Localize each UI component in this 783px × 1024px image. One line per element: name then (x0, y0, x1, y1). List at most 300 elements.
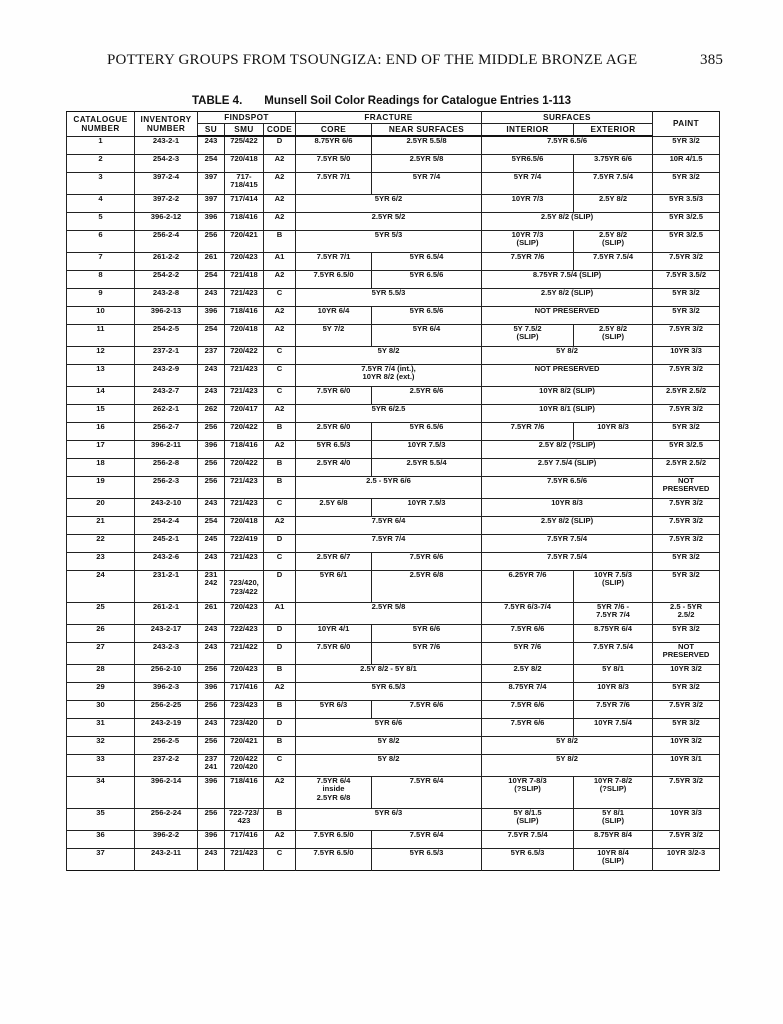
cell-inventory-number: 243-2-11 (135, 848, 198, 870)
table-row (67, 682, 720, 700)
cell-paint: 5YR 3/2.5 (653, 230, 720, 252)
cell-exterior: 7.5YR 7.5/4 (574, 642, 653, 664)
cell-paint: 7.5YR 3/2 (653, 404, 720, 422)
table-body (67, 136, 720, 870)
cell-inventory-number: 245-2-1 (135, 534, 198, 552)
cell-code: C (264, 754, 296, 776)
table-row (67, 194, 720, 212)
cell-exterior: 10YR 7.5/4 (574, 718, 653, 736)
cell-paint: 5YR 3/2 (653, 570, 720, 602)
cell-paint: 7.5YR 3/2 (653, 498, 720, 516)
cell-code: C (264, 346, 296, 364)
cell-su: 256 (198, 700, 225, 718)
cell-interior: 5YR 7/4 (482, 172, 574, 194)
cell-code: A2 (264, 270, 296, 288)
cell-near-surfaces: 2.5YR 6/6 (372, 386, 482, 404)
cell-exterior: 7.5YR 7/6 (574, 700, 653, 718)
cell-code: D (264, 718, 296, 736)
cell-surfaces: 5Y 8/2 (482, 346, 653, 364)
cell-catalogue-number: 18 (67, 458, 135, 476)
cell-code: B (264, 808, 296, 830)
cell-fracture: 2.5YR 5/2 (296, 212, 482, 230)
cell-paint: 7.5YR 3/2 (653, 700, 720, 718)
cell-catalogue-number: 23 (67, 552, 135, 570)
cell-fracture: 5YR 5/3 (296, 230, 482, 252)
cell-inventory-number: 237-2-2 (135, 754, 198, 776)
table-row (67, 288, 720, 306)
cell-code: D (264, 136, 296, 154)
cell-paint: 5YR 3/2.5 (653, 212, 720, 230)
cell-smu: 717/416 (225, 682, 264, 700)
cell-catalogue-number: 1 (67, 136, 135, 154)
cell-fracture: 2.5 - 5YR 6/6 (296, 476, 482, 498)
table-row (67, 324, 720, 346)
cell-paint: NOT PRESERVED (653, 476, 720, 498)
table-caption-label: TABLE 4. (192, 95, 243, 107)
table-row (67, 386, 720, 404)
cell-paint: 2.5 - 5YR 2.5/2 (653, 602, 720, 624)
cell-code: B (264, 422, 296, 440)
cell-surfaces: 5Y 8/2 (482, 754, 653, 776)
cell-paint: NOT PRESERVED (653, 642, 720, 664)
cell-surfaces: 7.5YR 7.5/4 (482, 534, 653, 552)
cell-surfaces: 2.5Y 7.5/4 (SLIP) (482, 458, 653, 476)
cell-su: 243 (198, 136, 225, 154)
cell-catalogue-number: 19 (67, 476, 135, 498)
cell-surfaces: 8.75YR 7.5/4 (SLIP) (482, 270, 653, 288)
cell-interior: 8.75YR 7/4 (482, 682, 574, 700)
cell-code: A2 (264, 212, 296, 230)
cell-fracture: 5YR 6/6 (296, 718, 482, 736)
cell-smu: 717/414 (225, 194, 264, 212)
cell-su: 243 (198, 288, 225, 306)
cell-smu: 722/423 (225, 624, 264, 642)
cell-su: 256 (198, 458, 225, 476)
cell-inventory-number: 256-2-4 (135, 230, 198, 252)
cell-near-surfaces: 7.5YR 6/4 (372, 830, 482, 848)
cell-exterior: 10YR 8/3 (574, 422, 653, 440)
cell-paint: 10YR 3/2-3 (653, 848, 720, 870)
cell-code: A2 (264, 682, 296, 700)
cell-code: B (264, 476, 296, 498)
cell-fracture: 5YR 6/2.5 (296, 404, 482, 422)
table-row (67, 736, 720, 754)
cell-code: D (264, 534, 296, 552)
cell-surfaces: 7.5YR 6.5/6 (482, 136, 653, 154)
cell-code: C (264, 364, 296, 386)
cell-paint: 7.5YR 3/2 (653, 324, 720, 346)
cell-core: 10YR 6/4 (296, 306, 372, 324)
cell-surfaces: 10YR 8/2 (SLIP) (482, 386, 653, 404)
cell-interior: 2.5Y 8/2 (482, 664, 574, 682)
cell-inventory-number: 256-2-3 (135, 476, 198, 498)
cell-inventory-number: 243-2-3 (135, 642, 198, 664)
cell-core: 5YR 6/3 (296, 700, 372, 718)
cell-su: 262 (198, 404, 225, 422)
table-row (67, 440, 720, 458)
cell-su: 243 (198, 498, 225, 516)
cell-code: A2 (264, 440, 296, 458)
cell-smu: 721/418 (225, 270, 264, 288)
cell-su: 256 (198, 230, 225, 252)
table-row (67, 700, 720, 718)
table-row (67, 476, 720, 498)
cell-su: 243 (198, 552, 225, 570)
col-header-near-surfaces: NEAR SURFACES (372, 124, 482, 137)
cell-catalogue-number: 10 (67, 306, 135, 324)
cell-interior: 7.5YR 6/6 (482, 718, 574, 736)
cell-interior: 7.5YR 6/6 (482, 700, 574, 718)
cell-catalogue-number: 14 (67, 386, 135, 404)
cell-inventory-number: 397-2-4 (135, 172, 198, 194)
cell-code: A2 (264, 154, 296, 172)
cell-smu: 721/423 (225, 848, 264, 870)
cell-su: 261 (198, 602, 225, 624)
col-header-smu: SMU (225, 124, 264, 137)
cell-su: 256 (198, 476, 225, 498)
cell-paint: 5YR 3/2 (653, 172, 720, 194)
cell-inventory-number: 237-2-1 (135, 346, 198, 364)
cell-interior: 7.5YR 7/6 (482, 422, 574, 440)
cell-su: 254 (198, 270, 225, 288)
cell-catalogue-number: 33 (67, 754, 135, 776)
cell-paint: 10YR 3/2 (653, 736, 720, 754)
cell-core: 5YR 6/1 (296, 570, 372, 602)
cell-code: D (264, 624, 296, 642)
cell-inventory-number: 243-2-9 (135, 364, 198, 386)
cell-inventory-number: 243-2-19 (135, 718, 198, 736)
cell-inventory-number: 396-2-13 (135, 306, 198, 324)
cell-catalogue-number: 5 (67, 212, 135, 230)
cell-catalogue-number: 29 (67, 682, 135, 700)
cell-code: D (264, 570, 296, 602)
table-row (67, 306, 720, 324)
cell-su: 396 (198, 440, 225, 458)
cell-inventory-number: 256-2-25 (135, 700, 198, 718)
cell-inventory-number: 254-2-2 (135, 270, 198, 288)
cell-exterior: 7.5YR 7.5/4 (574, 252, 653, 270)
cell-inventory-number: 243-2-6 (135, 552, 198, 570)
table-row (67, 642, 720, 664)
cell-fracture: 7.5YR 7/4 (int.), 10YR 8/2 (ext.) (296, 364, 482, 386)
cell-su: 256 (198, 736, 225, 754)
cell-fracture: 7.5YR 7/4 (296, 534, 482, 552)
table-row (67, 534, 720, 552)
cell-core: 7.5YR 7/1 (296, 252, 372, 270)
cell-near-surfaces: 5YR 6.5/6 (372, 422, 482, 440)
cell-surfaces: 5Y 8/2 (482, 736, 653, 754)
cell-near-surfaces: 7.5YR 6/4 (372, 776, 482, 808)
table-row (67, 848, 720, 870)
cell-catalogue-number: 2 (67, 154, 135, 172)
cell-smu: 720/421 (225, 230, 264, 252)
cell-catalogue-number: 35 (67, 808, 135, 830)
cell-core: 7.5YR 7/1 (296, 172, 372, 194)
cell-code: C (264, 386, 296, 404)
cell-catalogue-number: 3 (67, 172, 135, 194)
cell-catalogue-number: 36 (67, 830, 135, 848)
cell-smu: 721/423 (225, 498, 264, 516)
cell-catalogue-number: 21 (67, 516, 135, 534)
cell-catalogue-number: 37 (67, 848, 135, 870)
cell-catalogue-number: 31 (67, 718, 135, 736)
col-header-exterior: EXTERIOR (574, 124, 653, 137)
cell-surfaces: 10YR 8/1 (SLIP) (482, 404, 653, 422)
cell-interior: 7.5YR 7.5/4 (482, 830, 574, 848)
cell-smu: 720/423 (225, 602, 264, 624)
cell-su: 256 (198, 808, 225, 830)
cell-fracture: 5Y 8/2 (296, 346, 482, 364)
cell-paint: 5YR 3/2 (653, 136, 720, 154)
cell-core: 10YR 4/1 (296, 624, 372, 642)
cell-su: 243 (198, 642, 225, 664)
table-row (67, 364, 720, 386)
cell-inventory-number: 254-2-3 (135, 154, 198, 172)
munsell-table (66, 111, 720, 871)
cell-paint: 7.5YR 3/2 (653, 776, 720, 808)
table-row (67, 754, 720, 776)
cell-interior: 5Y 8/1.5 (SLIP) (482, 808, 574, 830)
cell-interior: 7.5YR 7/6 (482, 252, 574, 270)
cell-su: 243 (198, 848, 225, 870)
cell-interior: 7.5YR 6/3-7/4 (482, 602, 574, 624)
cell-inventory-number: 243-2-1 (135, 136, 198, 154)
table-row (67, 270, 720, 288)
cell-smu: 720/423 (225, 664, 264, 682)
cell-catalogue-number: 9 (67, 288, 135, 306)
cell-catalogue-number: 7 (67, 252, 135, 270)
cell-exterior: 10YR 7.5/3 (SLIP) (574, 570, 653, 602)
cell-exterior: 10YR 7-8/2 (?SLIP) (574, 776, 653, 808)
cell-inventory-number: 254-2-5 (135, 324, 198, 346)
cell-smu: 721/423 (225, 288, 264, 306)
cell-su: 243 (198, 624, 225, 642)
cell-su: 254 (198, 154, 225, 172)
cell-paint: 5YR 3/2 (653, 288, 720, 306)
cell-surfaces: 2.5Y 8/2 (SLIP) (482, 516, 653, 534)
cell-paint: 5YR 3/2 (653, 682, 720, 700)
cell-code: A2 (264, 194, 296, 212)
cell-surfaces: 2.5Y 8/2 (?SLIP) (482, 440, 653, 458)
cell-catalogue-number: 17 (67, 440, 135, 458)
cell-inventory-number: 396-2-3 (135, 682, 198, 700)
table-row (67, 172, 720, 194)
cell-code: C (264, 552, 296, 570)
cell-smu: 720/423 (225, 252, 264, 270)
cell-exterior: 5Y 8/1 (SLIP) (574, 808, 653, 830)
cell-code: B (264, 230, 296, 252)
cell-inventory-number: 254-2-4 (135, 516, 198, 534)
cell-smu: 718/416 (225, 306, 264, 324)
cell-inventory-number: 243-2-10 (135, 498, 198, 516)
cell-exterior: 2.5Y 8/2 (SLIP) (574, 230, 653, 252)
running-title: POTTERY GROUPS FROM TSOUNGIZA: END OF THE MIDDLE BRONZE AGE (107, 52, 638, 68)
cell-su: 243 (198, 718, 225, 736)
cell-paint: 5YR 3/2 (653, 718, 720, 736)
cell-catalogue-number: 30 (67, 700, 135, 718)
cell-code: B (264, 664, 296, 682)
cell-smu: 721/423 (225, 476, 264, 498)
cell-smu: 721/423 (225, 386, 264, 404)
cell-catalogue-number: 15 (67, 404, 135, 422)
cell-code: A1 (264, 252, 296, 270)
cell-su: 256 (198, 422, 225, 440)
cell-smu: 720/422 (225, 458, 264, 476)
cell-inventory-number: 396-2-12 (135, 212, 198, 230)
cell-interior: 5YR6.5/6 (482, 154, 574, 172)
col-header-fracture: FRACTURE (296, 112, 482, 124)
cell-smu: 722/419 (225, 534, 264, 552)
cell-fracture: 5YR 5.5/3 (296, 288, 482, 306)
cell-catalogue-number: 11 (67, 324, 135, 346)
table-row (67, 458, 720, 476)
cell-near-surfaces: 5YR 6/6 (372, 624, 482, 642)
cell-core: 7.5YR 6.5/0 (296, 848, 372, 870)
cell-exterior: 8.75YR 8/4 (574, 830, 653, 848)
col-header-inventory-number: INVENTORY NUMBER (135, 112, 198, 137)
cell-su: 243 (198, 364, 225, 386)
table-row (67, 404, 720, 422)
cell-catalogue-number: 6 (67, 230, 135, 252)
cell-inventory-number: 231-2-1 (135, 570, 198, 602)
cell-interior: 5YR 6.5/3 (482, 848, 574, 870)
cell-code: A2 (264, 172, 296, 194)
col-header-findspot: FINDSPOT (198, 112, 296, 124)
cell-paint: 5YR 3/2 (653, 624, 720, 642)
cell-paint: 10YR 3/1 (653, 754, 720, 776)
cell-smu: 718/416 (225, 776, 264, 808)
table-row (67, 230, 720, 252)
cell-surfaces: 10YR 8/3 (482, 498, 653, 516)
page-number: 385 (700, 52, 724, 68)
cell-catalogue-number: 25 (67, 602, 135, 624)
cell-smu: 723/420 (225, 718, 264, 736)
cell-smu: 723/420, 723/422 (225, 570, 264, 602)
cell-near-surfaces: 2.5YR 6/8 (372, 570, 482, 602)
table-row (67, 624, 720, 642)
cell-paint: 5YR 3/2 (653, 422, 720, 440)
col-header-code: CODE (264, 124, 296, 137)
cell-fracture: 7.5YR 6/4 (296, 516, 482, 534)
col-header-surfaces: SURFACES (482, 112, 653, 124)
cell-su: 261 (198, 252, 225, 270)
cell-smu: 718/416 (225, 212, 264, 230)
table-row (67, 664, 720, 682)
cell-paint: 5YR 3/2 (653, 552, 720, 570)
table-row (67, 718, 720, 736)
cell-inventory-number: 243-2-8 (135, 288, 198, 306)
cell-su: 397 (198, 194, 225, 212)
cell-core: 7.5YR 6.5/0 (296, 830, 372, 848)
cell-core: 7.5YR 6.5/0 (296, 270, 372, 288)
cell-smu: 720/421 (225, 736, 264, 754)
cell-inventory-number: 397-2-2 (135, 194, 198, 212)
cell-smu: 720/422 720/420 (225, 754, 264, 776)
table-row (67, 252, 720, 270)
cell-code: C (264, 848, 296, 870)
cell-interior: 10YR 7/3 (482, 194, 574, 212)
cell-fracture: 5YR 6.5/3 (296, 682, 482, 700)
cell-fracture: 5Y 8/2 (296, 736, 482, 754)
col-header-paint: PAINT (653, 112, 720, 137)
cell-fracture: 5Y 8/2 (296, 754, 482, 776)
cell-inventory-number: 243-2-17 (135, 624, 198, 642)
cell-near-surfaces: 10YR 7.5/3 (372, 440, 482, 458)
cell-code: D (264, 642, 296, 664)
table-row (67, 602, 720, 624)
cell-inventory-number: 396-2-11 (135, 440, 198, 458)
cell-core: 2.5YR 4/0 (296, 458, 372, 476)
cell-surfaces: 2.5Y 8/2 (SLIP) (482, 288, 653, 306)
cell-smu: 721/423 (225, 552, 264, 570)
cell-smu: 725/422 (225, 136, 264, 154)
cell-paint: 5YR 3.5/3 (653, 194, 720, 212)
cell-surfaces: NOT PRESERVED (482, 364, 653, 386)
table-row (67, 776, 720, 808)
cell-core: 7.5YR 5/0 (296, 154, 372, 172)
table-row (67, 552, 720, 570)
cell-su: 396 (198, 212, 225, 230)
cell-paint: 2.5YR 2.5/2 (653, 386, 720, 404)
cell-interior: 5Y 7.5/2 (SLIP) (482, 324, 574, 346)
cell-code: C (264, 498, 296, 516)
cell-inventory-number: 256-2-24 (135, 808, 198, 830)
cell-code: B (264, 736, 296, 754)
cell-core: 8.75YR 6/6 (296, 136, 372, 154)
cell-su: 243 (198, 386, 225, 404)
cell-near-surfaces: 2.5YR 5.5/4 (372, 458, 482, 476)
cell-su: 396 (198, 830, 225, 848)
cell-smu: 723/423 (225, 700, 264, 718)
cell-su: 397 (198, 172, 225, 194)
cell-smu: 720/418 (225, 324, 264, 346)
cell-code: A1 (264, 602, 296, 624)
cell-paint: 5YR 3/2 (653, 306, 720, 324)
cell-paint: 5YR 3/2.5 (653, 440, 720, 458)
cell-surfaces: NOT PRESERVED (482, 306, 653, 324)
cell-surfaces: 2.5Y 8/2 (SLIP) (482, 212, 653, 230)
cell-paint: 7.5YR 3/2 (653, 830, 720, 848)
cell-code: A2 (264, 404, 296, 422)
cell-core: 2.5Y 6/8 (296, 498, 372, 516)
cell-near-surfaces: 5YR 7/4 (372, 172, 482, 194)
cell-near-surfaces: 2.5YR 5/8 (372, 154, 482, 172)
cell-code: A2 (264, 324, 296, 346)
header-row-1 (67, 112, 720, 124)
cell-smu: 721/423 (225, 364, 264, 386)
table-row (67, 422, 720, 440)
cell-smu: 720/422 (225, 422, 264, 440)
table-row (67, 154, 720, 172)
cell-inventory-number: 262-2-1 (135, 404, 198, 422)
cell-inventory-number: 261-2-1 (135, 602, 198, 624)
cell-near-surfaces: 5YR 6.5/6 (372, 306, 482, 324)
cell-smu: 722-723/ 423 (225, 808, 264, 830)
cell-interior: 10YR 7-8/3 (?SLIP) (482, 776, 574, 808)
cell-inventory-number: 396-2-2 (135, 830, 198, 848)
cell-code: B (264, 700, 296, 718)
cell-exterior: 5YR 7/6 - 7.5YR 7/4 (574, 602, 653, 624)
col-header-interior: INTERIOR (482, 124, 574, 137)
cell-interior: 6.25YR 7/6 (482, 570, 574, 602)
cell-paint: 10YR 3/2 (653, 664, 720, 682)
cell-catalogue-number: 28 (67, 664, 135, 682)
cell-core: 5YR 6.5/3 (296, 440, 372, 458)
cell-code: B (264, 458, 296, 476)
cell-core: 7.5YR 6/0 (296, 642, 372, 664)
cell-smu: 718/416 (225, 440, 264, 458)
cell-smu: 720/418 (225, 154, 264, 172)
